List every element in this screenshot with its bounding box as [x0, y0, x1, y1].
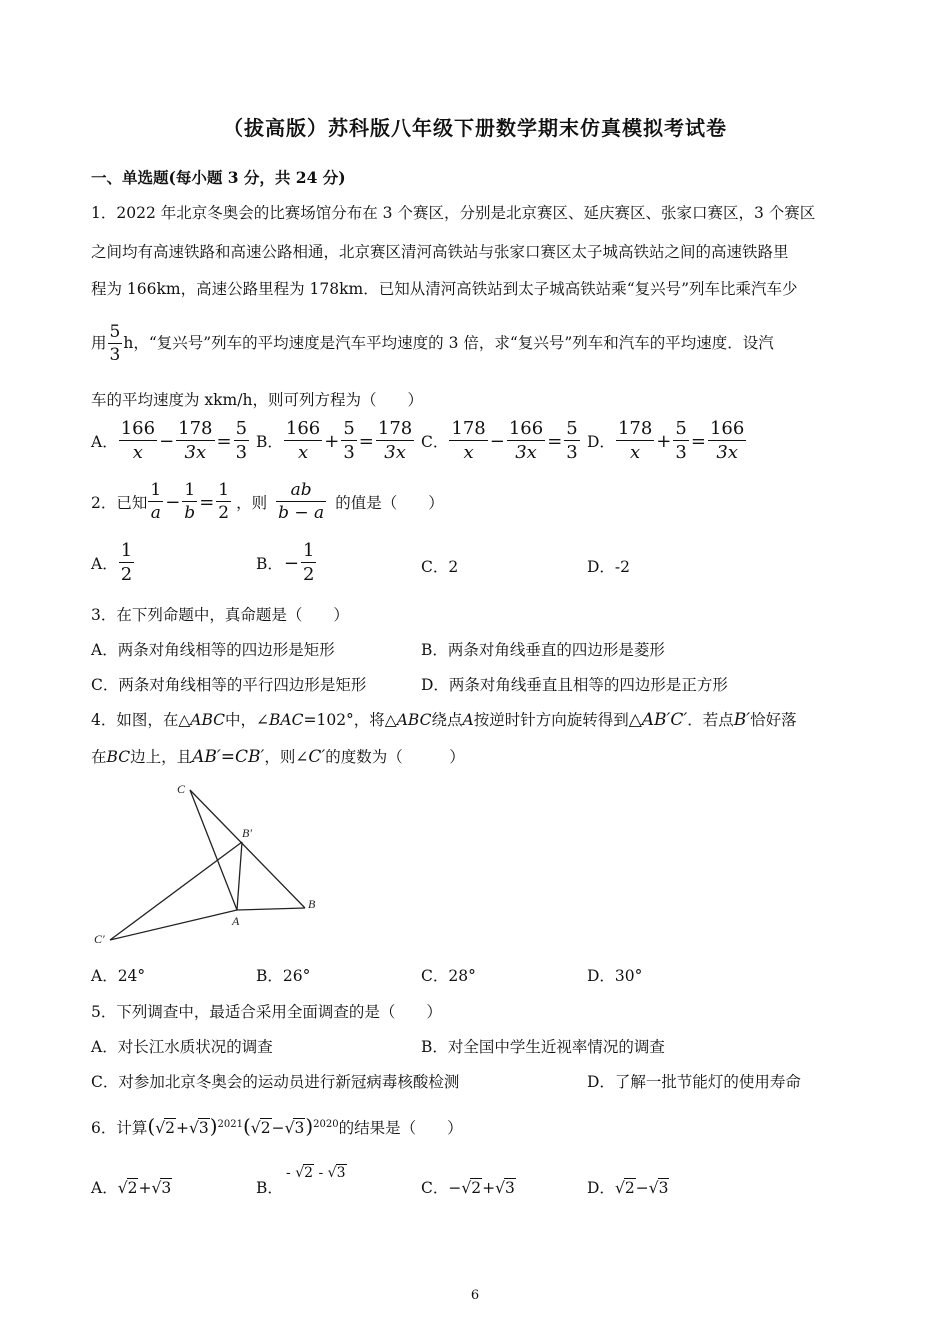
fraction [673, 420, 688, 462]
denominator: 3x [716, 442, 738, 463]
q5-option-b[interactable]: B．对全国中学生近视率情况的调查 [421, 1038, 665, 1056]
denominator: x [630, 442, 641, 463]
q1-option-d[interactable] [587, 420, 747, 462]
label-b-prime: B′ [242, 826, 252, 840]
text: 边上，且 [130, 748, 193, 766]
denominator: b [184, 503, 196, 523]
q1-option-a[interactable] [91, 420, 250, 462]
operator: − [448, 1179, 462, 1197]
numerator: 1 [218, 480, 230, 500]
fraction [708, 420, 746, 462]
radicand: 2 [624, 1179, 635, 1197]
fraction [284, 420, 322, 462]
q1-line-1: 1．2022 年北京冬奥会的比赛场馆分布在 3 个赛区，分别是北京赛区、延庆赛区、张家口赛区，3 个赛区 [91, 204, 816, 222]
segment-ab-prime [237, 842, 242, 910]
q6-option-b-expression [286, 1164, 347, 1181]
option-label: A． [91, 433, 118, 451]
q2-mid: ，则 [236, 494, 268, 512]
q2-option-a[interactable] [91, 542, 135, 584]
text: 绕点 [431, 711, 463, 729]
sqrt: √3 [284, 1119, 305, 1137]
sqrt: √3 [327, 1165, 346, 1181]
q1-line-3: 程为 166km，高速公路里程为 178km．已知从清河高铁站到太子城高铁站乘“复兴号”列车比乘汽车少 [91, 280, 798, 298]
segment-cb [190, 790, 305, 908]
numerator: 178 [377, 418, 413, 439]
paren: ) [209, 1114, 218, 1138]
math: B′ [733, 710, 751, 730]
sqrt: √2 [295, 1165, 314, 1181]
operator: = [690, 430, 706, 452]
text: ．若点 [687, 711, 734, 729]
q2-post: 的值是（ ） [335, 494, 444, 512]
q1-option-b[interactable] [256, 420, 415, 462]
q2-option-c[interactable]: C．2 [421, 558, 459, 576]
text: 恰好落 [750, 711, 797, 729]
math: BAC [269, 711, 304, 729]
sqrt: √2 [117, 1179, 138, 1197]
q4-option-b[interactable]: B．26° [256, 967, 311, 985]
q2-pre: 2．已知 [91, 494, 148, 512]
fraction [119, 420, 157, 462]
denominator: x [297, 442, 309, 463]
fraction [341, 420, 356, 462]
math: C′ [308, 747, 326, 767]
q3-option-d[interactable]: D．两条对角线垂直且相等的四边形是正方形 [421, 676, 728, 694]
operator: - [286, 1165, 291, 1181]
fraction [119, 542, 134, 584]
q5-stem: 5．下列调查中，最适合采用全面调查的是（ ） [91, 1003, 442, 1021]
denominator: 3 [675, 442, 687, 463]
text: 6．计算 [91, 1119, 148, 1137]
q1-option-c[interactable] [421, 420, 581, 462]
sqrt: √2 [155, 1119, 175, 1137]
math: BC [106, 748, 131, 766]
q5-option-c[interactable]: C．对参加北京冬奥会的运动员进行新冠病毒核酸检测 [91, 1073, 460, 1091]
operator: = [358, 430, 374, 452]
option-label: B． [256, 433, 283, 451]
segment-ca [190, 790, 237, 910]
text: ，则∠ [264, 748, 309, 766]
q1-line-2: 之间均有高速铁路和高速公路相通，北京赛区清河高铁站与张家口赛区太子城高铁站之间的高速铁路里 [91, 243, 789, 261]
text: =102°，将△ [303, 711, 397, 729]
denominator: 2 [218, 503, 230, 523]
triangle-figure [80, 775, 340, 955]
radicand: 2 [260, 1119, 271, 1137]
numerator: 166 [709, 418, 745, 439]
operator: = [216, 430, 232, 452]
denominator: 2 [302, 564, 315, 585]
sqrt: √2 [461, 1179, 482, 1197]
exponent: 2020 [313, 1118, 339, 1130]
segment-a-c-prime [110, 910, 237, 940]
q6-option-c[interactable] [421, 1176, 516, 1198]
operator: − [159, 430, 175, 452]
fraction [507, 420, 545, 462]
numerator: 166 [285, 418, 321, 439]
q1-line-4 [91, 324, 774, 364]
fraction [276, 482, 326, 522]
fraction [616, 420, 654, 462]
q3-stem: 3．在下列命题中，真命题是（ ） [91, 606, 349, 624]
paren: ( [242, 1114, 251, 1138]
fraction [148, 482, 163, 522]
denominator: b − a [278, 503, 325, 523]
radicand: 3 [505, 1179, 515, 1197]
q2-option-b[interactable] [256, 542, 317, 584]
q4-line-1 [91, 708, 797, 730]
denominator: 3x [515, 442, 537, 463]
sqrt: √3 [495, 1179, 515, 1197]
numerator: 1 [120, 540, 133, 561]
q3-option-c[interactable]: C．两条对角线相等的平行四边形是矩形 [91, 676, 367, 694]
text: 在 [91, 748, 107, 766]
radicand: 2 [127, 1179, 138, 1197]
option-label: A． [91, 555, 118, 573]
denominator: x [463, 442, 474, 463]
math: ABC [190, 711, 226, 729]
q3-option-a[interactable]: A．两条对角线相等的四边形是矩形 [91, 641, 335, 659]
sqrt: √3 [648, 1179, 669, 1197]
q6-option-b[interactable] [256, 1176, 283, 1198]
text: 的结果是（ ） [338, 1119, 463, 1137]
operator: + [656, 430, 672, 452]
math: AB′=CB′ [192, 747, 265, 767]
q4-option-d[interactable]: D．30° [587, 967, 643, 985]
denominator: 2 [120, 564, 133, 585]
q6-option-d[interactable] [587, 1176, 669, 1198]
fraction [301, 542, 316, 584]
q5-option-d[interactable]: D．了解一批节能灯的使用寿命 [587, 1073, 801, 1091]
fraction [234, 420, 249, 462]
denominator: 3 [109, 345, 121, 365]
fraction [564, 420, 579, 462]
denominator: 3 [235, 442, 248, 463]
label-c: C [177, 782, 186, 796]
option-label: B． [256, 1179, 283, 1197]
operator: + [482, 1179, 496, 1197]
operator: + [138, 1179, 152, 1197]
numerator: 166 [508, 418, 544, 439]
text: 4．如图，在△ [91, 711, 191, 729]
denominator: 3 [566, 442, 578, 463]
sqrt: √3 [188, 1119, 209, 1137]
math: △AB′C′ [628, 710, 688, 730]
exponent: 2021 [217, 1118, 243, 1130]
operator: - [318, 1165, 324, 1181]
radicand: 3 [336, 1165, 346, 1181]
fraction [216, 482, 231, 522]
option-label: C． [421, 1179, 449, 1197]
operator: − [283, 552, 299, 574]
numerator: 1 [182, 482, 197, 502]
numerator: 1 [302, 540, 315, 561]
operator: − [271, 1119, 285, 1137]
numerator: 166 [120, 418, 156, 439]
label-a: A [232, 914, 240, 928]
segment-ab [237, 908, 305, 910]
numerator: ab [276, 482, 326, 502]
q4-option-c[interactable]: C．28° [421, 967, 476, 985]
option-label: D． [587, 1179, 615, 1197]
text: 中，∠ [225, 711, 270, 729]
numerator: 178 [178, 418, 213, 439]
operator: + [324, 430, 340, 452]
denominator: 3x [384, 442, 406, 463]
numerator: 5 [566, 418, 578, 439]
fraction [176, 420, 214, 462]
option-label: A． [91, 1179, 118, 1197]
sqrt: √3 [151, 1179, 172, 1197]
operator: − [635, 1179, 649, 1197]
sqrt: √2 [250, 1119, 271, 1137]
numerator: 178 [617, 418, 653, 439]
text: 的度数为（ ） [325, 748, 465, 766]
fraction [449, 420, 487, 462]
segment-b-prime-c-prime [110, 842, 242, 940]
radicand: 3 [198, 1119, 209, 1137]
operator: = [199, 491, 215, 513]
numerator: 1 [150, 480, 162, 500]
paren: ( [147, 1114, 156, 1138]
numerator: 5 [343, 418, 355, 439]
denominator: 3 [343, 442, 355, 463]
fraction [182, 482, 197, 522]
q6-option-a[interactable] [91, 1176, 172, 1198]
q1-line4-post: h，“复兴号”列车的平均速度是汽车平均速度的 3 倍，求“复兴号”列车和汽车的平均速度．设汽 [123, 334, 774, 352]
q1-fraction [108, 324, 123, 364]
q6-stem [91, 1114, 463, 1138]
fraction [376, 420, 414, 462]
operator: − [165, 491, 181, 513]
q1-line-5: 车的平均速度为 xkm/h，则可列方程为（ ） [91, 391, 423, 409]
paren: ) [305, 1114, 314, 1138]
q1-line4-pre: 用 [91, 334, 107, 352]
denominator: x [132, 442, 143, 463]
option-label: B． [256, 555, 283, 573]
radicand: 2 [165, 1119, 175, 1137]
numerator: 5 [675, 418, 687, 439]
numerator: 5 [109, 322, 121, 342]
q2-stem [91, 482, 444, 522]
operator: − [489, 430, 505, 452]
radicand: 3 [294, 1119, 305, 1137]
q2-option-d[interactable]: D．-2 [587, 558, 631, 576]
sqrt: √2 [614, 1179, 635, 1197]
radicand: 2 [471, 1179, 482, 1197]
operator: = [547, 430, 563, 452]
q4-option-a[interactable]: A．24° [91, 967, 146, 985]
radicand: 3 [161, 1179, 172, 1197]
q4-line-2 [91, 745, 465, 767]
page-title: （拔高版）苏科版八年级下册数学期末仿真模拟考试卷 [223, 116, 727, 140]
math: A [462, 711, 474, 729]
option-label: D． [587, 433, 615, 451]
label-b: B [308, 897, 316, 911]
numerator: 5 [235, 418, 248, 439]
numerator: 178 [451, 418, 486, 439]
q3-option-b[interactable]: B．两条对角线垂直的四边形是菱形 [421, 641, 665, 659]
page-number: 6 [470, 1288, 480, 1303]
radicand: 2 [304, 1165, 314, 1181]
q5-option-a[interactable]: A．对长江水质状况的调查 [91, 1038, 273, 1056]
operator: + [175, 1119, 189, 1137]
radicand: 3 [658, 1179, 669, 1197]
denominator: a [150, 503, 161, 523]
denominator: 3x [184, 442, 207, 463]
text: 按逆时针方向旋转得到 [473, 711, 629, 729]
section-heading: 一、单选题(每小题 3 分，共 24 分) [91, 168, 346, 187]
label-c-prime: C′ [94, 932, 105, 946]
math: ABC [396, 711, 432, 729]
option-label: C． [421, 433, 449, 451]
